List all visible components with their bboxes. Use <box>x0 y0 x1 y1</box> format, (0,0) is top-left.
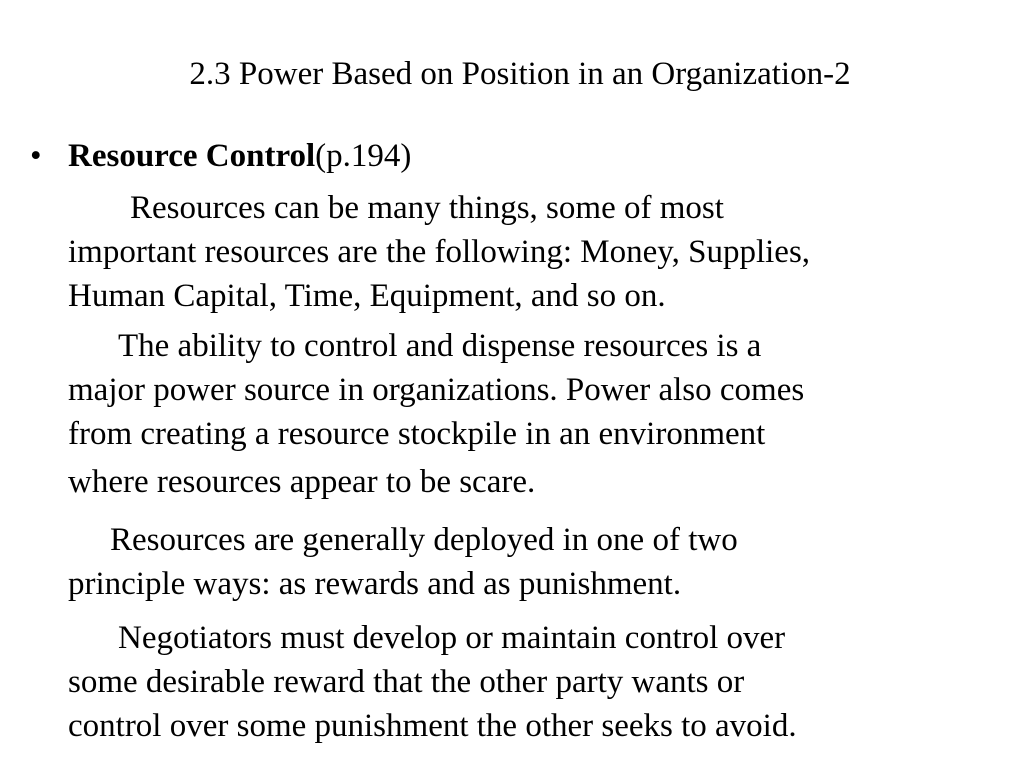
paragraph-resources-types <box>68 186 998 318</box>
paragraph-line: some desirable reward that the other party wants or <box>68 664 745 700</box>
paragraph-deployment <box>68 518 998 606</box>
bullet-heading: Resource Control <box>68 138 316 174</box>
paragraph-line: Resources are generally deployed in one of two <box>110 522 738 558</box>
paragraph-negotiators <box>68 616 998 748</box>
paragraph-line: from creating a resource stockpile in an environment <box>68 416 766 452</box>
bullet-dot-icon: • <box>30 138 42 174</box>
paragraph-line: control over some punishment the other seeks to avoid. <box>68 708 797 744</box>
paragraph-line: important resources are the following: Money, Supplies, <box>68 234 811 270</box>
paragraph-line: where resources appear to be scare. <box>68 464 536 500</box>
paragraph-line: Human Capital, Time, Equipment, and so on. <box>68 278 666 314</box>
paragraph-line: major power source in organizations. Power also comes <box>68 372 805 408</box>
paragraph-line: Resources can be many things, some of most <box>130 190 724 226</box>
paragraph-control-dispense <box>68 324 998 504</box>
bullet-item <box>30 136 411 176</box>
slide-title: 2.3 Power Based on Position in an Organization-2 <box>189 56 851 92</box>
paragraph-line: Negotiators must develop or maintain control over <box>118 620 786 656</box>
paragraph-line: The ability to control and dispense resources is a <box>118 328 762 364</box>
page-reference: (p.194) <box>315 138 412 174</box>
paragraph-line: principle ways: as rewards and as punishment. <box>68 566 682 602</box>
